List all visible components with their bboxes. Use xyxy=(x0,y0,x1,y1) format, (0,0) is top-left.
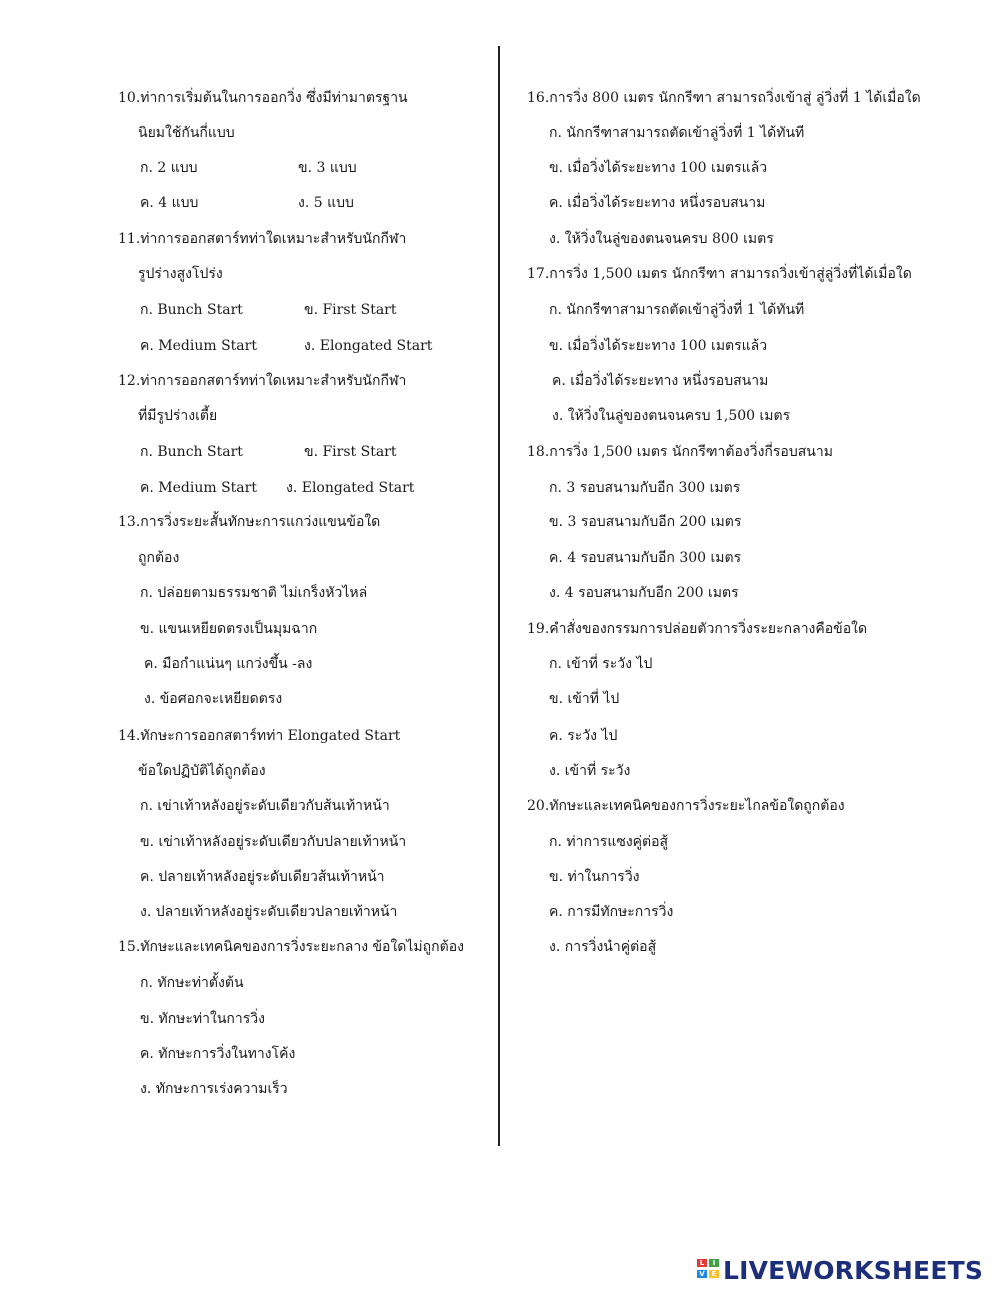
logo-block-v: V xyxy=(697,1270,707,1278)
option-15b: ข. ทักษะท่าในการวิ่ง xyxy=(140,1011,265,1027)
option-17a: ก. นักกรีฑาสามารถตัดเข้าลู่วิ่งที่ 1 ได้ทันที xyxy=(549,302,805,318)
option-18d: ง. 4 รอบสนามกับอีก 200 เมตร xyxy=(549,585,739,601)
option-17c: ค. เมื่อวิ่งได้ระยะทาง หนึ่งรอบสนาม xyxy=(552,373,769,389)
question-11: 11.ท่าการออกสตาร์ทท่าใดเหมาะสำหรับนักกีฬา xyxy=(118,231,407,247)
option-16d: ง. ให้วิ่งในลู่ของตนจนครบ 800 เมตร xyxy=(549,231,774,247)
option-17b: ข. เมื่อวิ่งได้ระยะทาง 100 เมตรแล้ว xyxy=(549,338,768,354)
option-16a: ก. นักกรีฑาสามารถตัดเข้าลู่วิ่งที่ 1 ได้ทันที xyxy=(549,125,805,141)
logo-block-e: E xyxy=(709,1270,719,1278)
option-13a: ก. ปล่อยตามธรรมชาติ ไม่เกร็งหัวไหล่ xyxy=(140,585,368,601)
option-10c: ค. 4 แบบ xyxy=(140,195,199,211)
option-20c: ค. การมีทักษะการวิ่ง xyxy=(549,904,674,920)
option-14d: ง. ปลายเท้าหลังอยู่ระดับเดียวปลายเท้าหน้า xyxy=(140,904,398,920)
logo-block-i: I xyxy=(709,1259,719,1267)
option-20a: ก. ท่าการแซงคู่ต่อสู้ xyxy=(549,834,669,850)
option-17d: ง. ให้วิ่งในลู่ของตนจนครบ 1,500 เมตร xyxy=(552,408,791,424)
question-13-cont: ถูกต้อง xyxy=(138,550,180,566)
option-13b: ข. แขนเหยียดตรงเป็นมุมฉาก xyxy=(140,621,318,637)
column-divider xyxy=(498,46,500,1146)
option-10b: ข. 3 แบบ xyxy=(298,160,357,176)
question-14: 14.ทักษะการออกสตาร์ทท่า Elongated Start xyxy=(118,728,401,744)
question-13: 13.การวิ่งระยะสั้นทักษะการแกว่งแขนข้อใด xyxy=(118,514,381,530)
option-12b: ข. First Start xyxy=(304,444,397,460)
option-19d: ง. เข้าที่ ระวัง xyxy=(549,763,631,779)
option-13d: ง. ข้อศอกจะเหยียดตรง xyxy=(144,691,283,707)
option-15d: ง. ทักษะการเร่งความเร็ว xyxy=(140,1081,288,1097)
question-17: 17.การวิ่ง 1,500 เมตร นักกรีฑา สามารถวิ่งเข้าสู่ลู่วิ่งที่ได้เมื่อใด xyxy=(527,266,912,282)
option-14a: ก. เข่าเท้าหลังอยู่ระดับเดียวกับส้นเท้าหน้า xyxy=(140,798,390,814)
option-19c: ค. ระวัง ไป xyxy=(549,728,618,744)
option-20b: ข. ท่าในการวิ่ง xyxy=(549,869,640,885)
option-15c: ค. ทักษะการวิ่งในทางโค้ง xyxy=(140,1046,296,1062)
option-20d: ง. การวิ่งนำคู่ต่อสู้ xyxy=(549,939,657,955)
option-14b: ข. เข่าเท้าหลังอยู่ระดับเดียวกับปลายเท้าหน้า xyxy=(140,834,407,850)
option-18b: ข. 3 รอบสนามกับอีก 200 เมตร xyxy=(549,514,742,530)
option-11c: ค. Medium Start xyxy=(140,338,257,354)
question-19: 19.คำสั่งของกรรมการปล่อยตัวการวิ่งระยะกลางคือข้อใด xyxy=(527,621,868,637)
question-10-cont: นิยมใช้กันกี่แบบ xyxy=(138,125,235,141)
question-18: 18.การวิ่ง 1,500 เมตร นักกรีฑาต้องวิ่งกี่รอบสนาม xyxy=(527,444,833,460)
question-12: 12.ท่าการออกสตาร์ทท่าใดเหมาะสำหรับนักกีฬา xyxy=(118,373,407,389)
question-12-cont: ที่มีรูปร่างเตี้ย xyxy=(138,408,218,424)
option-11b: ข. First Start xyxy=(304,302,397,318)
option-12d: ง. Elongated Start xyxy=(286,480,415,496)
option-12c: ค. Medium Start xyxy=(140,480,257,496)
logo-block-l: L xyxy=(697,1259,707,1267)
option-16b: ข. เมื่อวิ่งได้ระยะทาง 100 เมตรแล้ว xyxy=(549,160,768,176)
question-20: 20.ทักษะและเทคนิคของการวิ่งระยะไกลข้อใดถูกต้อง xyxy=(527,798,845,814)
option-12a: ก. Bunch Start xyxy=(140,444,243,460)
option-15a: ก. ทักษะท่าตั้งต้น xyxy=(140,975,244,991)
option-14c: ค. ปลายเท้าหลังอยู่ระดับเดียวส้นเท้าหน้า xyxy=(140,869,385,885)
option-18a: ก. 3 รอบสนามกับอีก 300 เมตร xyxy=(549,480,741,496)
option-10a: ก. 2 แบบ xyxy=(140,160,198,176)
question-14-cont: ข้อใดปฏิบัติได้ถูกต้อง xyxy=(138,763,266,779)
option-13c: ค. มือกำแน่นๆ แกว่งขึ้น -ลง xyxy=(144,656,313,672)
question-15: 15.ทักษะและเทคนิคของการวิ่งระยะกลาง ข้อใดไม่ถูกต้อง xyxy=(118,939,464,955)
logo-text: LIVEWORKSHEETS xyxy=(723,1255,984,1285)
option-19b: ข. เข้าที่ ไป xyxy=(549,691,620,707)
liveworksheets-logo[interactable] xyxy=(697,1253,983,1287)
option-10d: ง. 5 แบบ xyxy=(298,195,354,211)
option-19a: ก. เข้าที่ ระวัง ไป xyxy=(549,656,653,672)
question-10: 10.ท่าการเริ่มต้นในการออกวิ่ง ซึ่งมีท่ามาตรฐาน xyxy=(118,90,408,106)
option-11d: ง. Elongated Start xyxy=(304,338,433,354)
option-11a: ก. Bunch Start xyxy=(140,302,243,318)
question-16: 16.การวิ่ง 800 เมตร นักกรีฑา สามารถวิ่งเข้าสู่ ลู่วิ่งที่ 1 ได้เมื่อใด xyxy=(527,90,921,106)
logo-blocks-icon xyxy=(697,1256,721,1284)
option-18c: ค. 4 รอบสนามกับอีก 300 เมตร xyxy=(549,550,742,566)
option-16c: ค. เมื่อวิ่งได้ระยะทาง หนึ่งรอบสนาม xyxy=(549,195,766,211)
question-11-cont: รูปร่างสูงโปร่ง xyxy=(138,266,223,282)
